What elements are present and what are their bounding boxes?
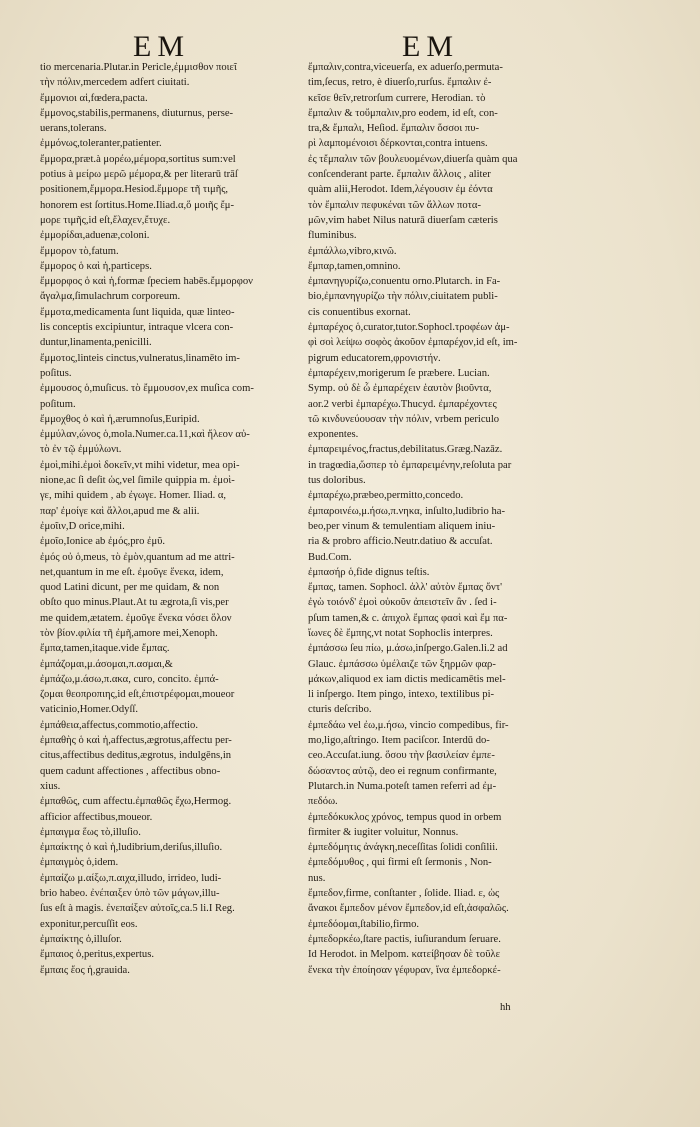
text-line: me quidem,ætatem. ἐμοῦγε ἕνεκα νόσει ὅλον [40,612,232,624]
text-line: ἐμπασήρ ὁ,fide dignus teſtis. [308,566,430,578]
text-line: ἐμμορίδαι,aduenæ,coloni. [40,230,150,242]
text-line: τὸν ἔμπαλιν πεφυκέναι τῶν ἄλλων ποτα- [308,199,481,211]
text-line: ἐς τἔμπαλιν τῶν βουλευομένων,diuerſa quàm qua [308,153,518,165]
text-line: ἔμπαιος ὁ,peritus,expertus. [40,949,154,961]
text-line: Plutarch.in Numa.poteſt tamen referri ad ἐμ- [308,780,497,792]
text-line: ἐμπαίκτης ὁ,illuſor. [40,933,122,945]
text-line: tra,& ἔμπαλι, Heſiod. ἔμπαλιν ὅσσοι πυ- [308,123,479,135]
text-line: ἐμπαρέχω,præbeo,permitto,concedo. [308,490,464,502]
text-line: ἐμπανηγυρίζω,conuentu orno.Plutarch. in Fa- [308,276,501,288]
text-line: ἐμπεδόμητις ἀνάγκη,neceſſitas ſolidi conſilii. [308,842,498,854]
text-line: honorem est ſortitus.Home.Iliad.α,ὅ μοιῆς ἔμ- [40,199,234,211]
text-line: ἐμπαίζω μ.αίξω,π.αιχα,illudo, irrideo, ludi- [40,872,222,884]
text-line: ἔμπαις ἕος ἡ,grauida. [40,964,130,976]
text-line: ἐμπαιγμα ἕως τὸ,illuſio. [40,826,141,838]
text-line: ἐμπαρειμένος,fractus,debilitatus.Græg.Nazāz. [308,444,503,456]
text-line: poſitum. [40,398,76,410]
text-line: τῶ κινδυνεύουσαν τὴν πόλιν, vrbem periculo [308,413,500,425]
text-line: ἐμπάζω,μ.άσω,π.ακα, curo, concito. ἐμπά- [40,673,219,685]
text-line: ἔμμορος ὁ καὶ ἡ,particeps. [40,260,152,272]
text-line: τὸ ἐν τῷ ἐμμύλωνι. [40,444,122,456]
text-line: tio mercenaria.Plutar.in Pericle,ἐμμισθον ποιεῖ [40,62,237,73]
text-line: Id Herodot. in Melpom. κατείβησαν δὲ τοῦλε [308,949,501,961]
text-line: obſto quo minus.Plaut.At tu ægrota,ſi vis,per [40,597,229,609]
text-line: ἄγαλμα,ſimulachrum corporeum. [40,291,181,303]
text-line: lis conceptis excipiuntur, intraque vlcera con- [40,322,234,334]
text-line: ἔμμορον τὸ,fatum. [40,245,119,257]
text-line: ἄνακοι ἔμπεδον μένον ἔμπεδον,id eſt,ἀσφαλῶς. [308,903,509,915]
text-line: ἔμμοτος,linteis cinctus,vulneratus,linamēto im- [40,352,240,364]
text-line: xius. [40,780,61,792]
text-line: cturis deſcribo. [308,704,372,716]
text-line: brio habeo. ἐνέπαιξεν ὑπὸ τῶν μάγων,illu- [40,888,220,900]
text-line: ἐμοῖο,Ionice ab ἐμός,pro ἐμῦ. [40,536,166,548]
text-line: mo,ligo,aſtringo. Item paciſcor. Interdū do- [308,735,490,747]
text-line: ἔμμοτα,medicamenta ſunt liquida, quæ linteo- [40,306,235,318]
text-line: vaticinio,Homer.Odyſſ. [40,704,138,716]
text-line: aor.2 verbi ἐμπαρέχω.Thucyd. ἐμπαρέχοντες [308,398,497,410]
signature-mark: hh [500,1002,511,1013]
text-line: pſum tamen,& c. ἀπιχολ ἔμπας φασὶ καὶ ἔμ πα- [308,612,508,624]
text-line: ζομαι θεοπροπιης,id eſt,ἐπιστρέφομαι,moueor [40,689,235,701]
text-line: bio,ἐμπανηγυρίζω τὴν πόλιν,ciuitatem publi- [308,291,498,303]
text-line: cis conuentibus exornat. [308,306,411,318]
text-line: positionem,ἔμμορα.Hesiod.ἔμμορε τῆ τιμῆς, [40,184,229,196]
text-line: nione,ac ſi deſit ὡς,vel ſimile quippia m. ἐμοὶ- [40,475,235,487]
text-line: ἐμπεδόμυθος , qui firmi eſt ſermonis , Non- [308,857,492,869]
text-line: Symp. οὐ δὲ ὦ ἐμπαρέχειν ἑαυτὸν βιοῦντα, [308,383,492,395]
text-line: potius à μείρω μερῶ μέμορα,& per literarū trāſ [40,169,238,181]
text-line: beo,per vinum & temulentiam aliquem iniu- [308,520,496,532]
text-line: ἔμμορα,præt.à μορέω,μέμορα,sortitus sum:vel [40,153,236,165]
text-line: ἐμπαρέχειν,morigerum ſe præbere. Lucian. [308,367,490,379]
text-line: παρ' ἐμοίγε καὶ ἄλλοι,apud me & alii. [40,505,200,517]
text-line: Glauc. ἐμπάσσω ὑμέλαιζε τῶν ξηρμῶν φαρ- [308,658,496,670]
text-line: nus. [308,872,326,884]
text-line: μορε τιμῆς,id eſt,ἔλαχεν,ἔτυχε. [40,214,171,226]
text-line: ἔμπεδον,firme, conſtanter , ſolide. Iliad. ε, ὡς [308,888,500,900]
text-line: τὴν πόλιν,mercedem adfert ciuitati. [40,77,190,89]
text-line: duntur,linamenta,penicilli. [40,337,152,349]
text-line: afficior affectibus,moueor. [40,811,153,823]
text-line: ſus eſt à magis. ἐνεπαίξεν αὐτοῖς,ca.5 li.I Reg. [40,903,235,915]
text-line: ἐμοὶ,mihi.ἐμοὶ δοκεῖν,vt mihi videtur, mea opi- [40,459,240,471]
text-line: ἐμπαθὴς ὁ καὶ ἡ,affectus,ægrotus,affectu per- [40,735,232,747]
text-line: ἐμπάλλω,vibro,κινῶ. [308,245,397,257]
text-line: ἐμπαίκτης ὁ καὶ ἡ,ludibrium,deriſus,illuſio. [40,842,223,854]
running-head-right: EM [402,30,459,63]
text-line: κεῖσε θεῖν,retrorſum currere, Herodian. τὸ [308,92,486,104]
text-line: ἔμπαρ,tamen,omnino. [308,260,401,272]
text-line: tim,ſecus, retro, è diuerſo,rurſus. ἔμπαλιν ἐ- [308,77,492,89]
text-line: in tragœdia,ὥσπερ τὸ ἐμπαρειμένην,reſoluta par [308,459,512,471]
text-line: ἐμπάθεια,affectus,commotio,affectio. [40,719,198,731]
text-line: ἔμπα,tamen,itaque.vide ἔμπας. [40,643,170,655]
text-line: ἐμμουσος ὁ,muſicus. τὸ ἔμμουσον,ex muſica com- [40,383,254,395]
text-line: ἐμπάζομαι,μ.άσομαι,π.ασμαι,& [40,658,173,670]
text-line: ἐμμόνως,toleranter,patienter. [40,138,162,150]
running-head-left: EM [133,30,190,63]
text-line: pigrum educatorem,φρονιστήν. [308,352,441,364]
text-line: ἔμμορφος ὁ καὶ ἡ,formæ ſpeciem habēs.ἔμμορφον [40,276,253,288]
text-line: ἴωνες δὲ ἔμπης,vt notat Sophoclis interpres. [308,627,493,639]
text-line: ἐμπεδόκυκλος χρόνος, tempus quod in orbem [308,811,502,823]
text-line: ἔμμονιοι αἱ,fœdera,pacta. [40,92,148,104]
text-line: exponentes. [308,429,359,441]
text-line: ἐμπεδόομαι,ſtabilio,firmo. [308,918,420,930]
text-line: μάκων,aliquod ex iam dictis medicamētis mel- [308,673,506,685]
text-line: ἐμπαρέχος ὁ,curator,tutor.Sophocl.τροφέων ἀμ- [308,322,510,334]
text-line: γε, mihi quidem , ab ἐγωγε. Homer. Iliad. α, [40,490,227,502]
text-line: ἐμπαροινέω,μ.ήσω,π.νηκα, inſulto,ludibrio ha- [308,505,505,517]
text-line: firmiter & iugiter voluitur, Nonnus. [308,826,459,838]
text-line: ἐμπεδάω vel ἐω,μ.ήσω, vincio compedibus, fir- [308,719,509,731]
text-line: exponitur,percuſſit eos. [40,918,138,930]
text-line: ἔμμονος,stabilis,permanens, diuturnus, perse- [40,107,234,119]
text-line: ἔμπαλιν,contra,viceuerſa, ex aduerſo,permuta- [308,62,503,73]
text-line: quàm alii,Herodot. Idem,λέγουσιν ἐμ ἐόντα [308,184,493,196]
text-line: quem cadunt affectiones , affectibus obno- [40,765,221,777]
text-line: ἐμπάσσω ſeu πίω, μ.άσω,inſpergo.Galen.li.2 ad [308,643,508,655]
text-line: poſitus. [40,367,72,379]
text-line: fluminibus. [308,230,357,242]
text-line: ἔμπαλιν & τοὔμπαλιν,pro eodem, id eſt, con- [308,107,498,119]
text-line: ρὶ λαμπομένοισι δέρκονται,contra intuens. [308,138,488,150]
right-column [308,60,578,978]
text-line: ἐγὼ τοιόνδ' ἐμοὶ οὐκοῦν ἀπειστεῖν ἂν . ſed i- [308,597,497,609]
text-line: ἐμπεδορκέω,ſtare pactis, iuſiurandum ſeruare. [308,933,501,945]
text-line: li inſpergo. Item pingo, intexo, textilibus pi- [308,689,495,701]
text-line: uerans,tolerans. [40,123,107,135]
text-line: ἐμπαιγμὸς ὁ,idem. [40,857,119,869]
text-line: ria & probro afficio.Neutr.datiuo & accuſat. [308,536,493,548]
text-line: ἐμπαθῶς, cum affectu.ἐμπαθῶς ἔχω,Hermog. [40,796,232,808]
text-line: ἔμπας, tamen. Sophocl. ἀλλ' αὐτὸν ἔμπας ὄντ' [308,582,503,594]
left-column [40,60,308,978]
text-line: conſcenderant parte. ἔμπαλιν ἄλλοις , aliter [308,169,491,181]
text-line: quod Latini dicunt, per me quidam, & non [40,582,220,594]
text-line: δώσαντος αὐτῷ, deo ei regnum confirmante, [308,765,497,777]
text-line: ἐμός οὐ ὁ,meus, τὸ ἐμὸν,quantum ad me attri- [40,551,235,563]
text-line: μῶν,vim habet Nilus naturā diuerſam cæteris [308,214,498,226]
text-line: net,quantum in me eſt. ἐμοῦγε ἕνεκα, idem, [40,566,224,578]
text-line: πεδόω. [308,796,338,808]
text-line: tus doloribus. [308,475,366,487]
text-line: ἕνεκα τὴν ἐποίησαν γέφυραν, ἵνα ἐμπεδορκέ- [308,964,501,976]
text-line: ἐμοῖιν,D orice,mihi. [40,520,125,532]
text-line: Bud.Com. [308,551,352,563]
text-line: ἔμμοχθος ὁ καὶ ἡ,ærumnoſus,Euripid. [40,413,200,425]
text-line: citus,affectibus deditus,ægrotus, indulgēns,in [40,750,232,762]
text-line: φὶ σοὶ λείψω σοφὸς ἀκοῦον ἐμπαρέχον,id eſt, im- [308,337,518,349]
text-line: τὸν βίον.φιλία τῆ ἐμῆ,amore mei,Xenoph. [40,627,218,639]
text-line: ἐμμύλαν,ώνος ὁ,mola.Numer.ca.11,καὶ ἤλεον αὐ- [40,429,250,441]
text-line: ceo.Accuſat.iung. ὅσου τὴν βασιλείαν ἐμπε- [308,750,495,762]
